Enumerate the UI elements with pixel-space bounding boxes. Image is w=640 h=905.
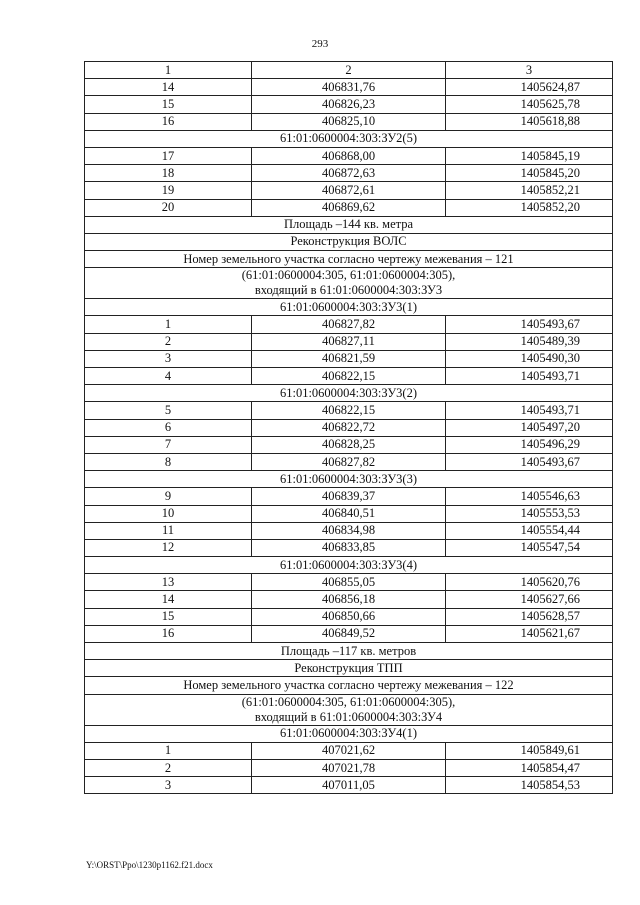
point-number-cell: 4 [85, 368, 252, 385]
table-row [85, 182, 613, 199]
x-coordinate-cell: 406855,05 [252, 574, 446, 591]
section-label: 61:01:0600004:303:ЗУ4(1) [85, 725, 613, 742]
y-coordinate-cell: 1405845,20 [446, 165, 613, 182]
point-number-cell: 9 [85, 488, 252, 505]
point-number-cell: 16 [85, 625, 252, 642]
section-row [85, 557, 613, 574]
table-row [85, 574, 613, 591]
table-row [85, 608, 613, 625]
table-row [85, 165, 613, 182]
point-number-cell: 8 [85, 453, 252, 470]
section-label: Номер земельного участка согласно чертежу межевания – 121 [85, 251, 613, 268]
section-row [85, 725, 613, 742]
x-coordinate-cell: 406868,00 [252, 147, 446, 164]
x-coordinate-cell: 406827,11 [252, 333, 446, 350]
y-coordinate-cell: 1405620,76 [446, 574, 613, 591]
section-label: Реконструкция ВОЛС [85, 233, 613, 250]
point-number-cell: 19 [85, 182, 252, 199]
section-label-line: (61:01:0600004:305, 61:01:0600004:305), [241, 694, 456, 709]
x-coordinate-cell: 406822,15 [252, 368, 446, 385]
point-number-cell: 11 [85, 522, 252, 539]
table-row [85, 333, 613, 350]
column-header-y: 3 [446, 62, 613, 79]
y-coordinate-cell: 1405493,67 [446, 453, 613, 470]
table-row [85, 199, 613, 216]
table-row [85, 742, 613, 759]
section-row [85, 216, 613, 233]
point-number-cell: 3 [85, 350, 252, 367]
table-row [85, 368, 613, 385]
section-label-multiline [85, 268, 613, 299]
point-number-cell: 14 [85, 591, 252, 608]
section-row [85, 677, 613, 694]
section-row [85, 251, 613, 268]
section-row [85, 643, 613, 660]
table-row [85, 113, 613, 130]
y-coordinate-cell: 1405554,44 [446, 522, 613, 539]
x-coordinate-cell: 406822,15 [252, 402, 446, 419]
point-number-cell: 12 [85, 539, 252, 556]
section-label-line: входящий в 61:01:0600004:303:ЗУ3 [254, 283, 443, 298]
table-row [85, 759, 613, 776]
section-row [85, 471, 613, 488]
point-number-cell: 5 [85, 402, 252, 419]
section-row [85, 660, 613, 677]
table-row [85, 350, 613, 367]
section-label: Номер земельного участка согласно чертежу межевания – 122 [85, 677, 613, 694]
point-number-cell: 2 [85, 759, 252, 776]
section-label: 61:01:0600004:303:ЗУ2(5) [85, 130, 613, 147]
table-row [85, 79, 613, 96]
page-number: 293 [311, 38, 329, 50]
column-header-x: 2 [252, 62, 446, 79]
x-coordinate-cell: 406850,66 [252, 608, 446, 625]
table-row [85, 539, 613, 556]
table-row [85, 402, 613, 419]
y-coordinate-cell: 1405553,53 [446, 505, 613, 522]
y-coordinate-cell: 1405625,78 [446, 96, 613, 113]
x-coordinate-cell: 407011,05 [252, 777, 446, 794]
x-coordinate-cell: 406872,61 [252, 182, 446, 199]
point-number-cell: 1 [85, 742, 252, 759]
section-label: 61:01:0600004:303:ЗУ3(1) [85, 299, 613, 316]
table-row [85, 453, 613, 470]
x-coordinate-cell: 406856,18 [252, 591, 446, 608]
x-coordinate-cell: 406869,62 [252, 199, 446, 216]
table-row [85, 777, 613, 794]
x-coordinate-cell: 407021,78 [252, 759, 446, 776]
y-coordinate-cell: 1405621,67 [446, 625, 613, 642]
point-number-cell: 1 [85, 316, 252, 333]
point-number-cell: 6 [85, 419, 252, 436]
point-number-cell: 16 [85, 113, 252, 130]
point-number-cell: 18 [85, 165, 252, 182]
y-coordinate-cell: 1405628,57 [446, 608, 613, 625]
section-label: 61:01:0600004:303:ЗУ3(4) [85, 557, 613, 574]
y-coordinate-cell: 1405852,20 [446, 199, 613, 216]
x-coordinate-cell: 406825,10 [252, 113, 446, 130]
point-number-cell: 14 [85, 79, 252, 96]
y-coordinate-cell: 1405624,87 [446, 79, 613, 96]
coordinates-table-body [85, 62, 613, 794]
section-label-line: входящий в 61:01:0600004:303:ЗУ4 [254, 709, 443, 724]
section-row [85, 299, 613, 316]
y-coordinate-cell: 1405854,53 [446, 777, 613, 794]
section-label: Площадь –144 кв. метра [85, 216, 613, 233]
section-row-multiline [85, 694, 613, 725]
y-coordinate-cell: 1405852,21 [446, 182, 613, 199]
point-number-cell: 10 [85, 505, 252, 522]
point-number-cell: 15 [85, 96, 252, 113]
x-coordinate-cell: 406821,59 [252, 350, 446, 367]
section-label: 61:01:0600004:303:ЗУ3(3) [85, 471, 613, 488]
section-label-line: (61:01:0600004:305, 61:01:0600004:305), [241, 268, 456, 283]
point-number-cell: 3 [85, 777, 252, 794]
point-number-cell: 13 [85, 574, 252, 591]
section-label: 61:01:0600004:303:ЗУ3(2) [85, 385, 613, 402]
y-coordinate-cell: 1405489,39 [446, 333, 613, 350]
table-row [85, 625, 613, 642]
table-row [85, 147, 613, 164]
x-coordinate-cell: 406827,82 [252, 316, 446, 333]
y-coordinate-cell: 1405496,29 [446, 436, 613, 453]
column-header-point: 1 [85, 62, 252, 79]
table-row [85, 419, 613, 436]
x-coordinate-cell: 406839,37 [252, 488, 446, 505]
table-row [85, 436, 613, 453]
y-coordinate-cell: 1405849,61 [446, 742, 613, 759]
section-row [85, 385, 613, 402]
y-coordinate-cell: 1405546,63 [446, 488, 613, 505]
x-coordinate-cell: 406833,85 [252, 539, 446, 556]
x-coordinate-cell: 406872,63 [252, 165, 446, 182]
point-number-cell: 20 [85, 199, 252, 216]
x-coordinate-cell: 406849,52 [252, 625, 446, 642]
y-coordinate-cell: 1405845,19 [446, 147, 613, 164]
section-label-multiline [85, 694, 613, 725]
y-coordinate-cell: 1405854,47 [446, 759, 613, 776]
coordinates-table [84, 61, 613, 794]
section-label: Реконструкция ТПП [85, 660, 613, 677]
x-coordinate-cell: 406840,51 [252, 505, 446, 522]
table-row [85, 591, 613, 608]
y-coordinate-cell: 1405493,71 [446, 368, 613, 385]
section-row-multiline [85, 268, 613, 299]
x-coordinate-cell: 406822,72 [252, 419, 446, 436]
table-row [85, 96, 613, 113]
point-number-cell: 2 [85, 333, 252, 350]
table-header-row [85, 62, 613, 79]
x-coordinate-cell: 406827,82 [252, 453, 446, 470]
section-row [85, 130, 613, 147]
section-row [85, 233, 613, 250]
y-coordinate-cell: 1405618,88 [446, 113, 613, 130]
point-number-cell: 17 [85, 147, 252, 164]
x-coordinate-cell: 406831,76 [252, 79, 446, 96]
x-coordinate-cell: 406828,25 [252, 436, 446, 453]
section-label: Площадь –117 кв. метров [85, 643, 613, 660]
x-coordinate-cell: 406826,23 [252, 96, 446, 113]
x-coordinate-cell: 406834,98 [252, 522, 446, 539]
file-path-footer: Y:\ORST\Ppo\1230p1162.f21.docx [86, 860, 213, 870]
y-coordinate-cell: 1405547,54 [446, 539, 613, 556]
x-coordinate-cell: 407021,62 [252, 742, 446, 759]
table-row [85, 505, 613, 522]
table-row [85, 522, 613, 539]
y-coordinate-cell: 1405627,66 [446, 591, 613, 608]
y-coordinate-cell: 1405490,30 [446, 350, 613, 367]
y-coordinate-cell: 1405497,20 [446, 419, 613, 436]
point-number-cell: 15 [85, 608, 252, 625]
point-number-cell: 7 [85, 436, 252, 453]
y-coordinate-cell: 1405493,71 [446, 402, 613, 419]
table-row [85, 316, 613, 333]
y-coordinate-cell: 1405493,67 [446, 316, 613, 333]
table-row [85, 488, 613, 505]
